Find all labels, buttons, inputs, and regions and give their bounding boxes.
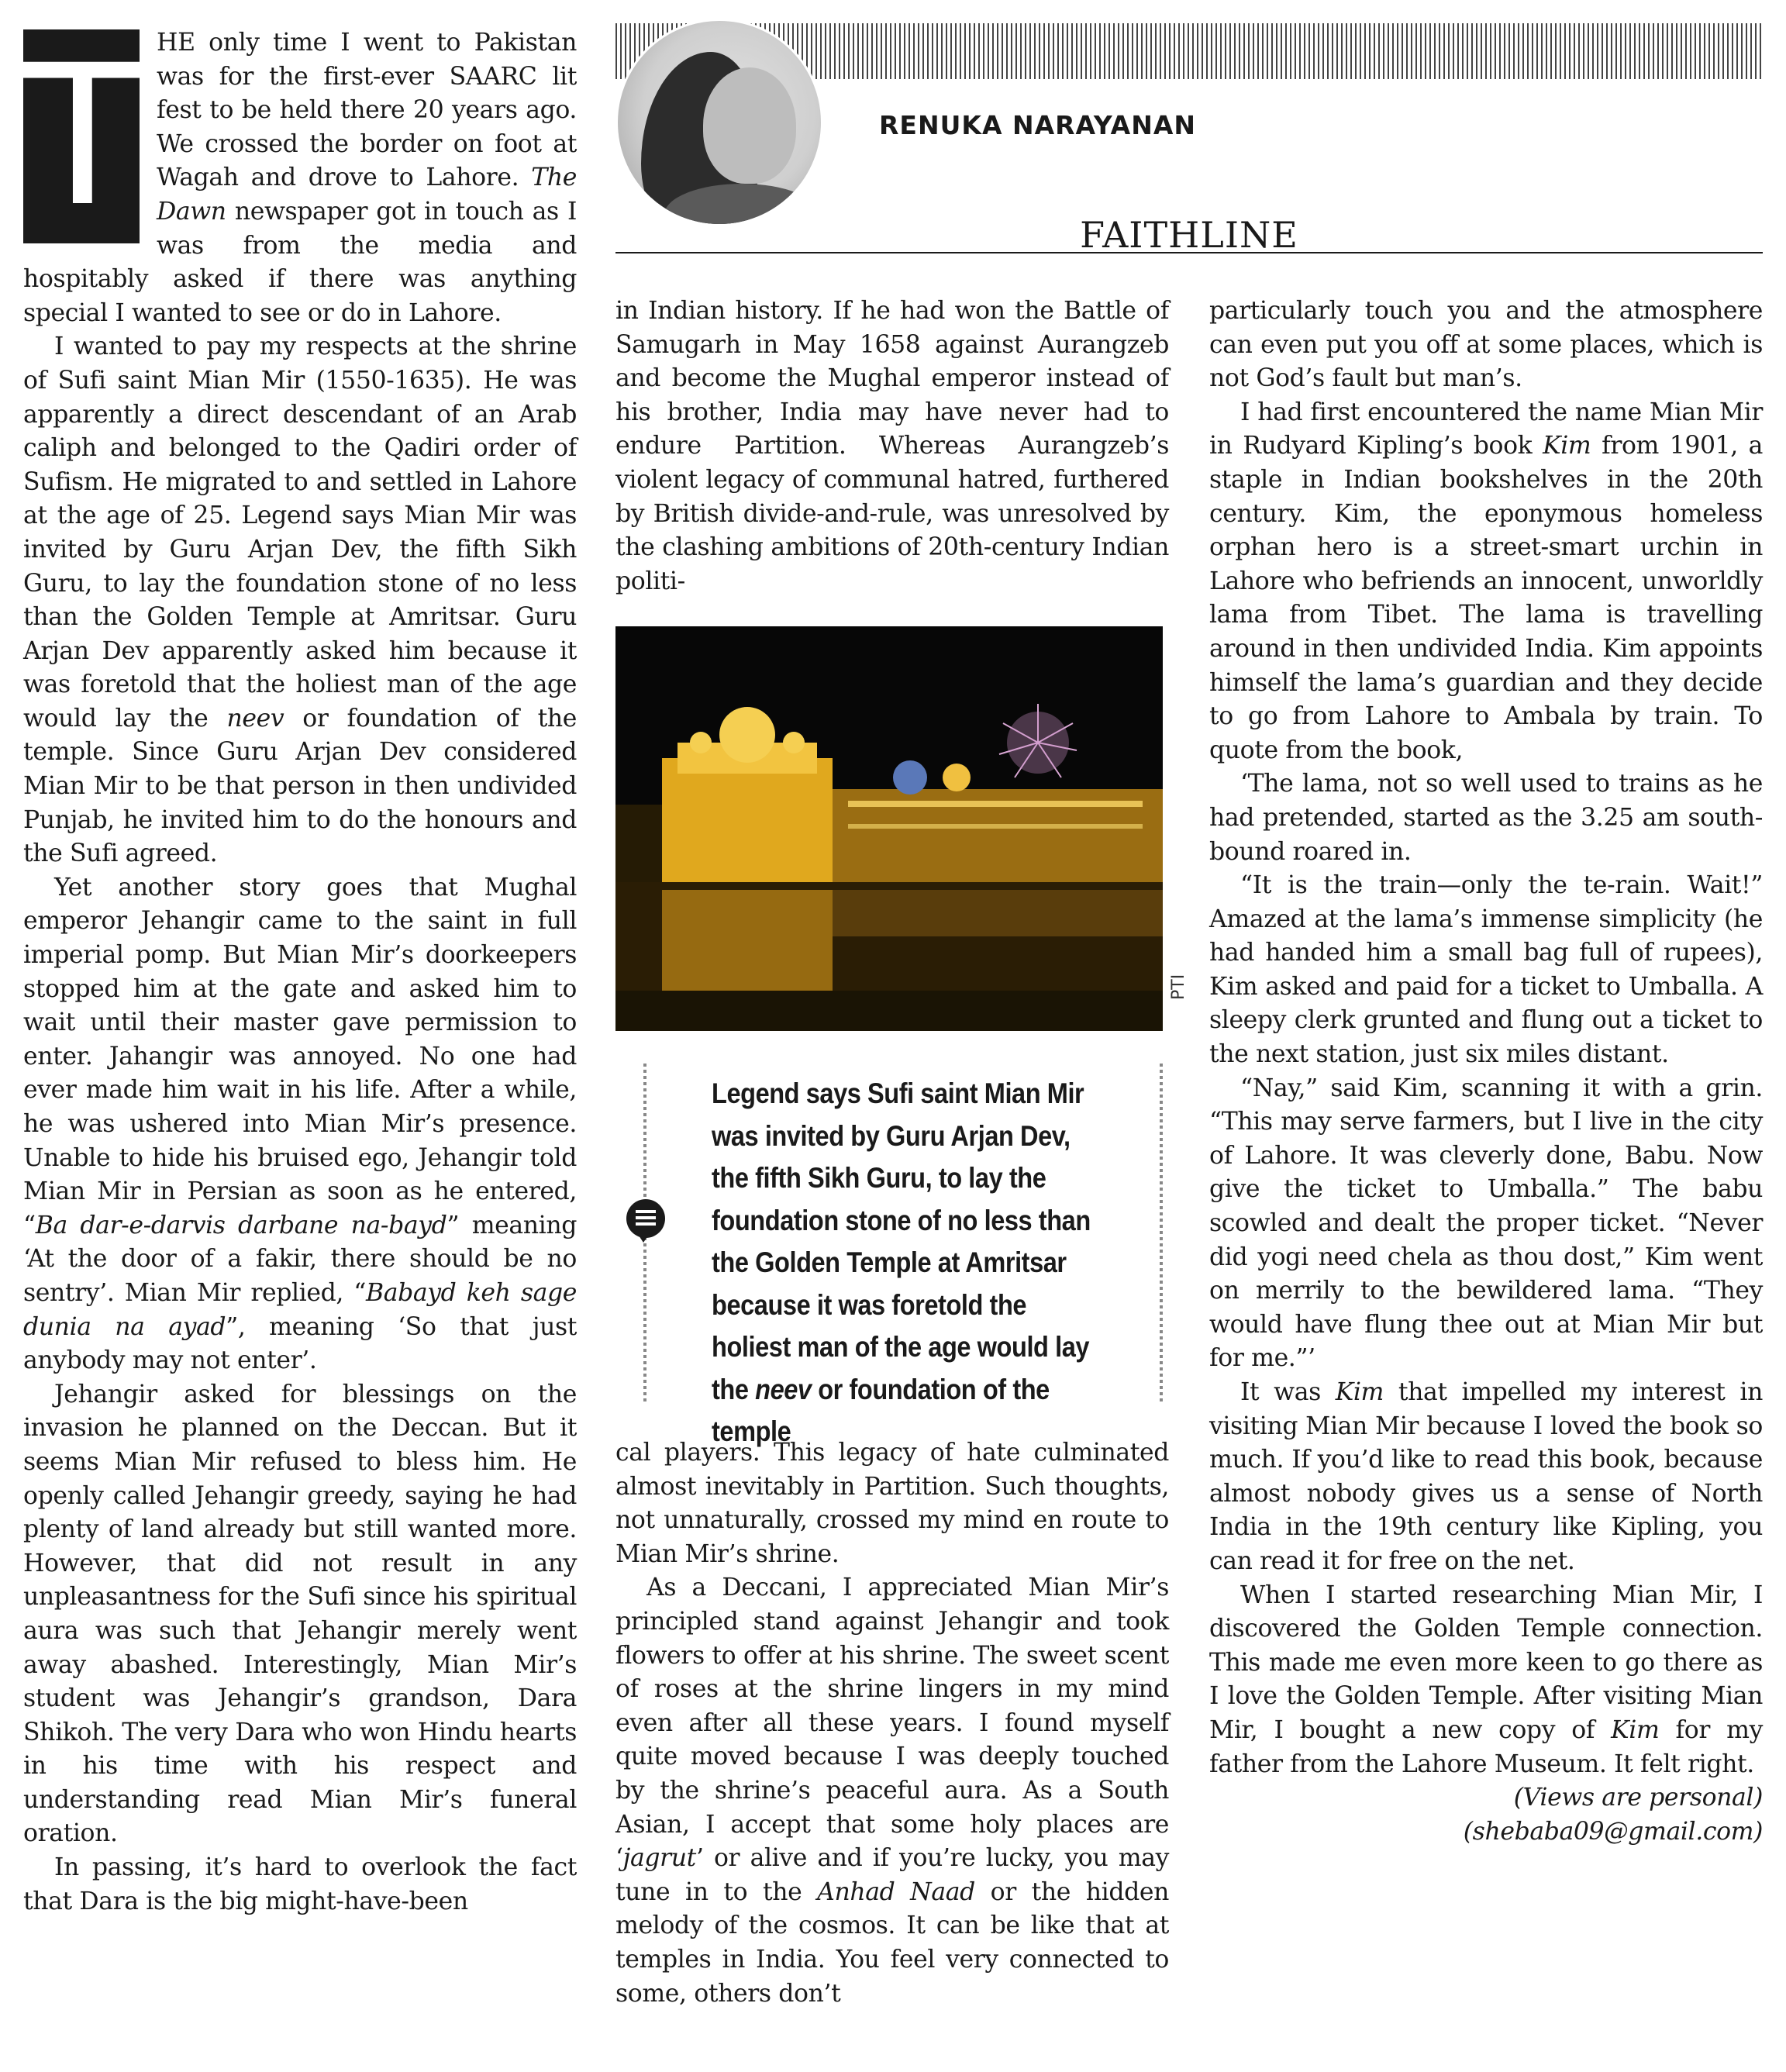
text: It was [1240, 1378, 1336, 1406]
paragraph [23, 1851, 577, 1919]
golden-temple-photo [615, 626, 1163, 1031]
drop-cap [23, 23, 142, 249]
italic-term: Anhad Naad [817, 1877, 975, 1906]
author-name: RENUKA NARAYANAN [879, 110, 1196, 140]
persian-quote: Ba dar-e-darvis darbane na-bayd [35, 1211, 447, 1239]
text: cal players. This legacy of hate culminated almost inevitably in Partition. Such thoughts, not unnaturally, crossed my mind en route to Mian Mir’s shrine. [615, 1439, 1169, 1568]
paragraph [1209, 396, 1763, 768]
text: ‘The lama, not so well used to trains as he had pretended, started as the 3.25 am south-bound roared in. [1209, 770, 1763, 866]
text: “Nay,” said Kim, scanning it with a grin. “This may serve farmers, but I live in the city of Lahore. It was cleverly done, Babu. Now give the ticket to Umballa.” The babu scowled and dealt the proper ticket. “Never did yogi need chela as thou dost,” Kim went on merrily to the bewildered lama. “They would have flung thee out at Mian Mir but for me.”’ [1209, 1074, 1763, 1373]
text: I had first encountered the name Mian Mir in Rudyard Kipling’s book [1209, 398, 1763, 460]
text: Jehangir asked for blessings on the invasion he planned on the Deccan. But it seems Mian Mir refused to bless him. He openly called Jehangir greedy, saying he had plenty of land already but still wanted more. However, that did not result in any unpleasantness for the Sufi since his spiritual aura was such that Jehangir merely went away abashed. Interestingly, Mian Mir’s student was Jehangir’s grandson, Dara Shikoh. The very Dara who won Hindu hearts in his time with his respect and understanding read Mian Mir’s funeral oration. [23, 1380, 577, 1848]
author-photo-face [703, 67, 796, 184]
persian-quote: Babayd keh sage dunia na ayad [23, 1278, 577, 1341]
pull-quote-text [712, 1073, 1094, 1453]
text: ”, meaning ‘So that just anybody may not enter’. [23, 1312, 577, 1375]
text: ” meaning ‘At the door of a fakir, there should be no sentry’. Mian Mir replied, “ [23, 1211, 577, 1307]
text: “It is the train—only the te-rain. Wait!” Amazed at the lama’s immense simplicity (he had handed him a small bag full of rupees), Kim asked and paid for a ticket to Umballa. A sleepy clerk grunted and flung out a ticket to the next station, just six miles distant. [1209, 871, 1763, 1069]
italic-term: jagrut [622, 1844, 696, 1873]
paragraph [23, 23, 577, 330]
column-1 [23, 23, 577, 2072]
paragraph [1209, 1072, 1763, 1376]
photo-credit: PTI [1169, 974, 1188, 1000]
pull-quote [643, 1064, 1163, 1447]
text: I wanted to pay my respects at the shrine of Sufi saint Mian Mir (1550-1635). He was apparently a direct descendant of an Arab caliph and belonged to the Qadiri order of Sufism. He migrated to and settled in Lahore at the age of 25. Legend says Mian Mir was invited by Guru Arjan Dev, the fifth Sikh Guru, to lay the foundation stone of no less than the Golden Temple at Amritsar. Guru Arjan Dev apparently asked him because it was foretold that the holiest man of the age would lay the [23, 333, 577, 733]
text: or the hidden melody of the cosmos. It can be like that at temples in India. You feel very connected to some, others don’t [615, 1877, 1169, 2008]
paragraph [615, 295, 1169, 598]
disclaimer: (Views are personal) [1513, 1784, 1763, 1812]
paragraph [1209, 767, 1763, 869]
pull-quote-border-right [1160, 1064, 1163, 1405]
paragraph [1209, 1579, 1763, 1782]
text: newspaper got in touch as I was from the media and hospitably asked if there was anything special I wanted to see or do in Lahore. [23, 197, 577, 327]
paragraph [1209, 1376, 1763, 1579]
text: Yet another story goes that Mughal emperor Jehangir came to the saint in full imperial pomp. But Mian Mir’s doorkeepers stopped him at the gate and asked him to wait until their master gave permission to enter. Jahangir was annoyed. No one had ever made him wait in his life. After a while, he was ushered into Mian Mir’s presence. Unable to hide his bruised ego, Jehangir told Mian Mir in Persian as soon as he entered, “ [23, 873, 577, 1239]
text: in Indian history. If he had won the Battle of Samugarh in May 1658 against Aurangzeb and become the Mughal emperor instead of his brother, India may have never had to endure Partition. Whereas Aurangzeb’s violent legacy of communal hatred, furthered by British divide-and-rule, was unresolved by the clashing ambitions of 20th-century Indian politi- [615, 297, 1169, 595]
text: Legend says Sufi saint Mian Mir was invited by Guru Arjan Dev, the fifth Sikh Guru, to lay the foundation stone of no less than the Golden Temple at Amritsar because it was foretold the holiest man of the age would lay the [712, 1077, 1091, 1405]
author-email[interactable]: (shebaba09@gmail.com) [1463, 1817, 1763, 1846]
text: HE only time I went to Pakistan was for the first-ever SAARC lit fest to be held there 20 years ago. We crossed the border on foot at Wagah and drove to Lahore. [157, 29, 577, 192]
text: particularly touch you and the atmosphere can even put you off at some places, which is not God’s fault but man’s. [1209, 297, 1763, 393]
speech-bubble-icon [626, 1199, 665, 1238]
author-photo [615, 19, 823, 226]
paragraph [23, 871, 577, 1378]
column-2-bottom [615, 1436, 1169, 2011]
text: In passing, it’s hard to overlook the fact that Dara is the big might-have-been [23, 1853, 577, 1915]
text: When I started researching Mian Mir, I discovered the Golden Temple connection. This made me even more keen to go there as I love the Golden Temple. After visiting Mian Mir, I bought a new copy of [1209, 1581, 1763, 1744]
text: or foundation of the temple. Since Guru Arjan Dev considered Mian Mir to be that person in then undivided Punjab, he invited him to do the honours and the Sufi agreed. [23, 704, 577, 868]
newspaper-name: The Dawn [157, 164, 577, 226]
paragraph [1209, 295, 1763, 396]
italic-term: neev [226, 704, 284, 733]
paragraph [23, 1378, 577, 1851]
paragraph [615, 1571, 1169, 2011]
book-title: Kim [1611, 1715, 1660, 1744]
column-name: FAITHLINE [1080, 214, 1298, 256]
text: or foundation of the temple [712, 1373, 1050, 1447]
drop-cap-letter: T [23, 23, 142, 249]
column-2-top [615, 295, 1169, 598]
book-title: Kim [1543, 432, 1591, 460]
text: As a Deccani, I appreciated Mian Mir’s principled stand against Jehangir and took flowers to offer at his shrine. The sweet scent of roses at the shrine lingers in my mind even after all these years. I found myself quite moved because I was deeply touched by the shrine’s peaceful aura. As a South Asian, I accept that some holy places are ‘ [615, 1574, 1169, 1873]
book-title: Kim [1335, 1378, 1384, 1406]
text: for my father from the Lahore Museum. It felt right. [1209, 1715, 1763, 1778]
text: that impelled my interest in visiting Mian Mir because I loved the book so much. If you’d like to read this book, because almost nobody gives us a sense of North India in the 19th century like Kipling, you can read it for free on the net. [1209, 1378, 1763, 1575]
column-header [615, 0, 1763, 264]
paragraph [1209, 869, 1763, 1072]
text: ’ or alive and if you’re lucky, you may tune in to the [615, 1844, 1169, 1906]
text: from 1901, a staple in Indian bookshelves in the 20th century. Kim, the eponymous homeless orphan hero is a street-smart urchin in Lahore who befriends an innocent, unworldly lama from Tibet. The lama is travelling around in then undivided India. Kim appoints himself the lama’s guardian and they decide to go from Lahore to Ambala by train. To quote from the book, [1209, 432, 1763, 764]
italic-term: neev [755, 1373, 812, 1405]
column-3 [1209, 295, 1763, 1849]
paragraph [615, 1436, 1169, 1571]
paragraph [23, 330, 577, 871]
